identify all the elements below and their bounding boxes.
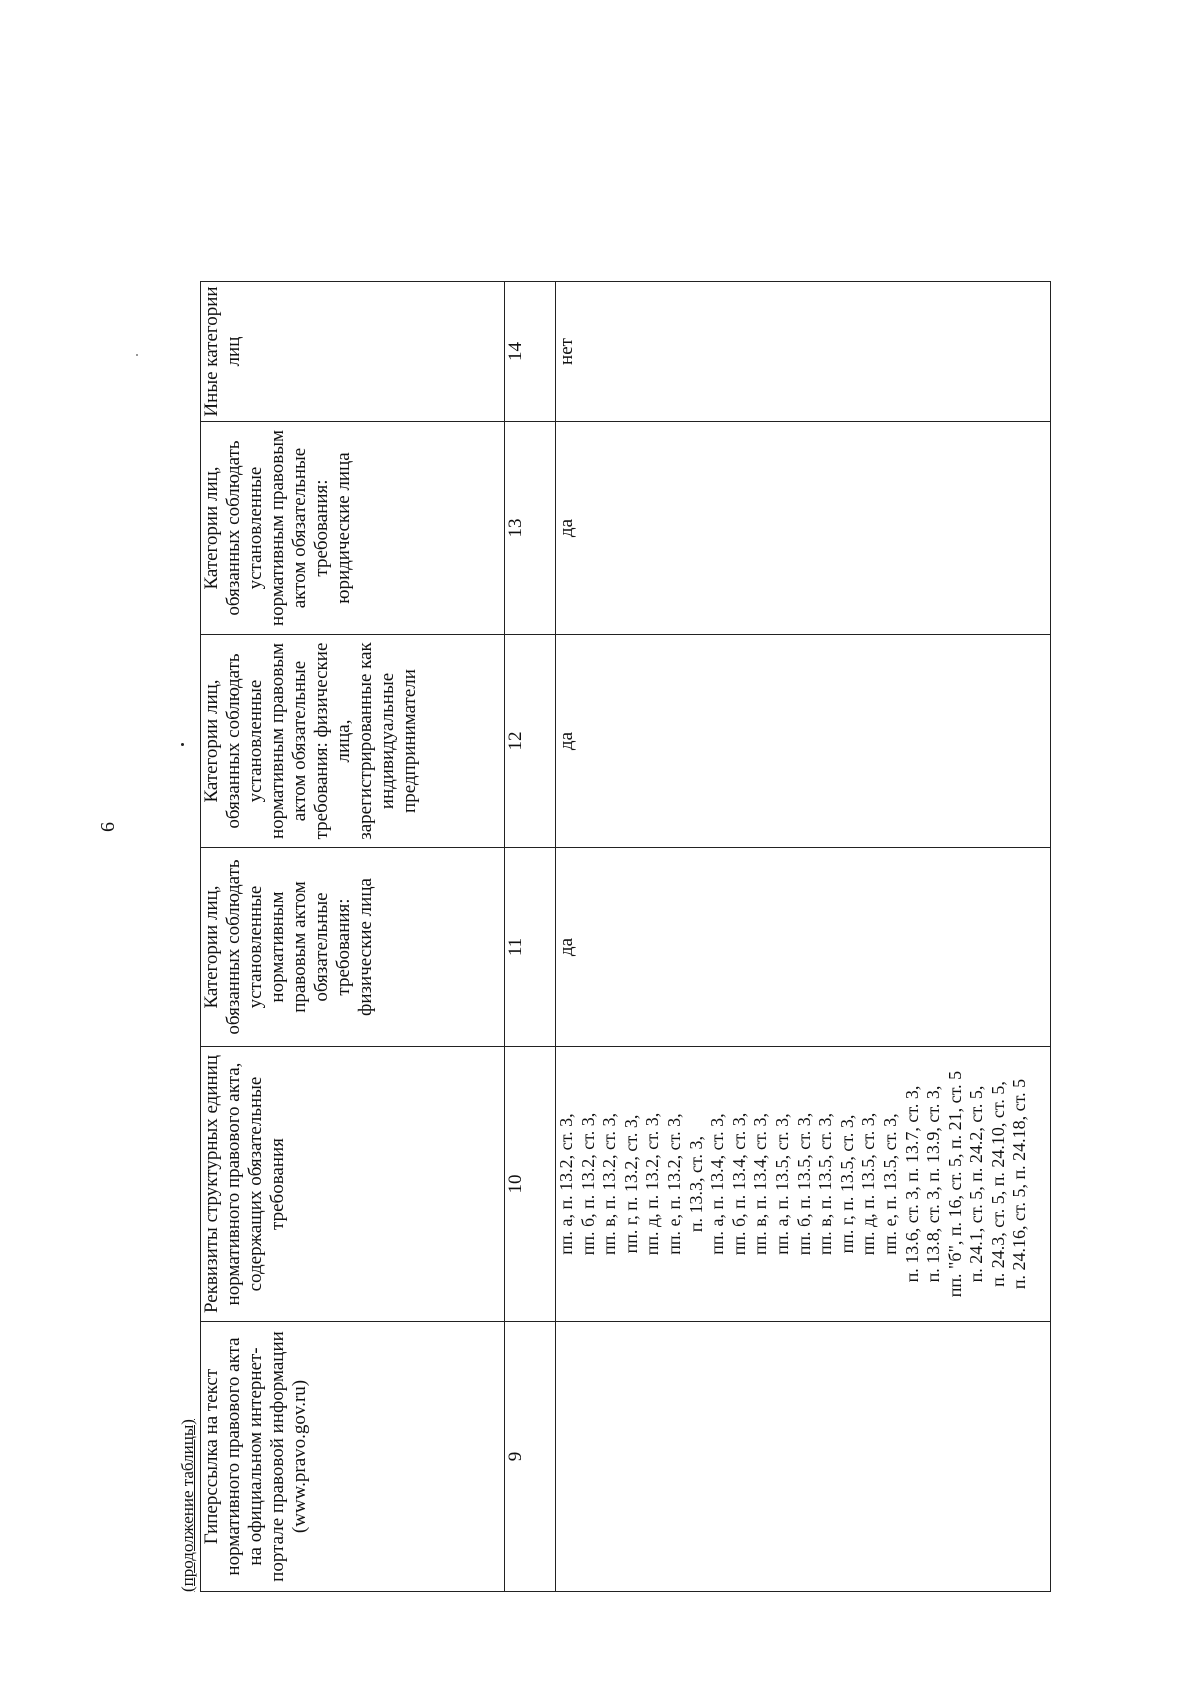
cell-individuals: да (556, 848, 1051, 1047)
requisite-item: пп. в, п. 13.2, ст. 3, (599, 1113, 620, 1255)
requisite-item: пп. г, п. 13.2, ст. 3, (620, 1114, 641, 1254)
rotated-table-sheet (178, 72, 1160, 1592)
header-other: Иные категории лиц (201, 282, 505, 422)
requisite-item: пп. в, п. 13.4, ст. 3, (750, 1113, 771, 1255)
requisite-item: п. 24.1, ст. 5, п. 24.2, ст. 5, (966, 1085, 987, 1283)
header-row (201, 282, 505, 1592)
header-individuals: Категории лиц, обязанных соблюдать установленные нормативным правовым актом обязательные требования: физические лица (201, 848, 505, 1047)
requisite-item: п. 13.3, ст. 3, (685, 1135, 706, 1233)
cell-legal-entities: да (556, 422, 1051, 635)
requisite-item: пп. д, п. 13.2, ст. 3, (642, 1112, 663, 1256)
requisite-item: п. 13.8, ст. 3, п. 13.9, ст. 3, (923, 1085, 944, 1283)
header-hyperlink: Гиперссылка на текст нормативного правового акта на официальном интернет-портале правовой информации (www.pravo.gov.ru) (201, 1322, 505, 1592)
cell-entrepreneurs: да (556, 635, 1051, 848)
continuation-note: (продолжение таблицы) (178, 1419, 197, 1592)
requisite-item: п. 24.3, ст. 5, п. 24.10, ст. 5, (987, 1081, 1008, 1287)
requisite-item: пп. б, п. 13.4, ст. 3, (728, 1112, 749, 1256)
header-requisites: Реквизиты структурных единиц нормативного правового акта, содержащих обязательные требования (201, 1047, 505, 1322)
cell-hyperlink (556, 1322, 1051, 1592)
requisite-item: пп. "б", п. 16, ст. 5, п. 21, ст. 5 (944, 1070, 965, 1298)
header-legal-entities: Категории лиц, обязанных соблюдать установленные нормативным правовым актом обязательные требования: юридические лица (201, 422, 505, 635)
column-number: 10 (505, 1047, 556, 1322)
cell-other: нет (556, 282, 1051, 422)
column-number: 14 (505, 282, 556, 422)
requisite-item: п. 24.16, ст. 5, п. 24.18, ст. 5 (1009, 1078, 1030, 1290)
column-number: 9 (505, 1322, 556, 1592)
scan-dot (181, 743, 184, 746)
requisite-item: пп. а, п. 13.4, ст. 3, (707, 1113, 728, 1255)
column-number: 12 (505, 635, 556, 848)
requisite-item: пп. е, п. 13.2, ст. 3, (663, 1113, 684, 1255)
requisite-item: пп. а, п. 13.2, ст. 3, (556, 1113, 576, 1255)
cell-requisites (556, 1047, 1051, 1322)
requisite-item: пп. е, п. 13.5, ст. 3, (879, 1113, 900, 1255)
requisite-item: пп. б, п. 13.2, ст. 3, (577, 1112, 598, 1256)
page-number: 6 (97, 822, 119, 832)
requisite-item: пп. а, п. 13.5, ст. 3, (771, 1113, 792, 1255)
requisite-item: пп. г, п. 13.5, ст. 3, (836, 1114, 857, 1254)
header-entrepreneurs: Категории лиц, обязанных соблюдать установленные нормативным правовым актом обязательные требования: физические лица, зарегистрированные как индивидуальные предприниматели (201, 635, 505, 848)
requisite-item: пп. в, п. 13.5, ст. 3, (815, 1113, 836, 1255)
column-number: 13 (505, 422, 556, 635)
table-row (556, 282, 1051, 1592)
column-number-row (505, 282, 556, 1592)
requisite-item: п. 13.6, ст. 3, п. 13.7, ст. 3, (901, 1085, 922, 1283)
requisite-item: пп. б, п. 13.5, ст. 3, (793, 1112, 814, 1256)
requirements-table (200, 281, 1051, 1592)
requisite-item: пп. д, п. 13.5, ст. 3, (858, 1112, 879, 1256)
requisites-list (556, 1051, 1031, 1317)
column-number: 11 (505, 848, 556, 1047)
scan-dot (136, 354, 138, 356)
